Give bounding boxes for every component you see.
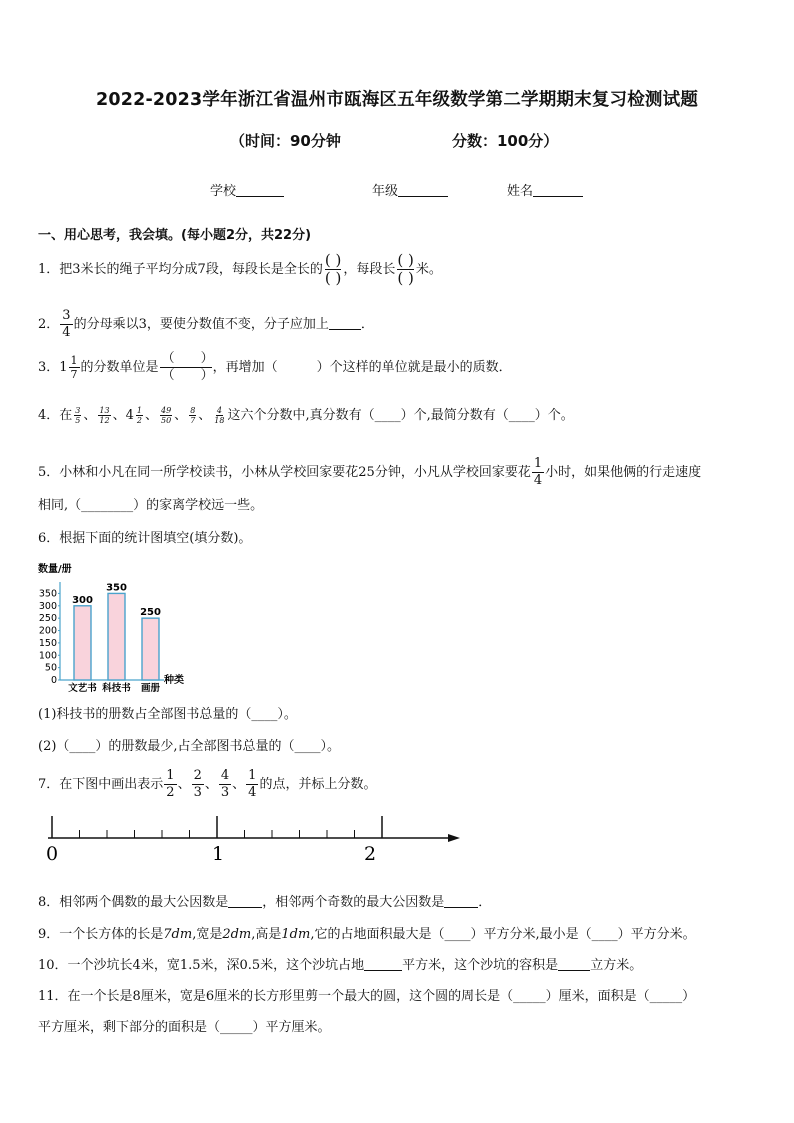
question-11: 11．在一个长是8厘米，宽是6厘米的长方形里剪一个最大的圆，这个圆的周长是（_____）厘米，面积是（_____） <box>38 989 696 1004</box>
time-label: （时间：90分钟 <box>230 132 341 150</box>
name-label: 姓名 <box>507 184 534 199</box>
answer-blank[interactable] <box>364 957 402 971</box>
category-label: 科技书 <box>102 683 131 694</box>
name-field[interactable] <box>507 180 583 199</box>
question-3: 3．1 $\frac{1}{7}$ 的分数单位是 $\frac{( )}{( )}$ ，再增加（ ）个这样的单位就是最小的质数． <box>38 351 512 383</box>
x-axis-label: 种类 <box>164 675 184 686</box>
data-label: 350 <box>106 582 127 594</box>
question-5-line-2: 相同,（________）的家离学校远一些。 <box>38 498 264 513</box>
answer-blank[interactable] <box>558 957 590 971</box>
question-6: 6．根据下面的统计图填空(填分数)。 <box>38 531 252 546</box>
y-tick-label: 350 <box>38 588 57 600</box>
question-6-part-2: (2)（____）的册数最少,占全部图书总量的（____）。 <box>38 739 341 754</box>
bar <box>74 606 91 680</box>
y-tick-label: 0 <box>50 675 57 686</box>
category-label: 画册 <box>140 683 161 694</box>
question-2: 2． $\frac{3}{4}$ 的分母乘以3，要使分数值不变，分子应加上 ． <box>38 308 374 340</box>
question-7: 7．在下图中画出表示 $\frac{1}{2}$ 、 $\frac{2}{3}$ 、 $\frac{4}{3}$ 、 $\frac{1}{4}$ 的点，并标上分数。 <box>38 768 377 800</box>
page-title: 2022-2023学年浙江省温州市瓯海区五年级数学第二学期期末复习检测试题 <box>95 90 699 110</box>
question-4: 4．在 $\frac{3}{5}$ 、 $\frac{13}{12}$ 、4 $\frac{1}{2}$ 、 $\frac{49}{50}$ 、 $\frac{8}{7}$ 、 $\frac{4}{18}$ 这六个分数中,真分数有（____）个,最简分数有（____）个。 <box>38 406 574 425</box>
answer-fraction-blank[interactable]: $\frac{( )}{( )}$ <box>161 351 214 383</box>
question-6-part-1: (1)科技书的册数占全部图书总量的（____）。 <box>38 707 297 722</box>
answer-fraction-blank[interactable]: ( ) ( ) <box>397 251 414 287</box>
y-tick-label: 200 <box>38 625 57 637</box>
grade-field[interactable] <box>372 180 448 199</box>
bar-chart <box>36 560 206 696</box>
question-10: 10．一个沙坑长4米，宽1.5米，深0.5米，这个沙坑占地 平方米，这个沙坑的容积是 立方米。 <box>38 958 643 973</box>
bar <box>108 593 125 680</box>
data-label: 300 <box>72 594 93 606</box>
score-label: 分数：100分） <box>452 132 559 150</box>
question-9: 9．一个长方体的长是7dm,宽是2dm,高是1dm,它的占地面积最大是（____）平方分米,最小是（____）平方分米。 <box>38 927 696 942</box>
y-tick-label: 300 <box>38 600 57 612</box>
y-axis-label: 数量/册 <box>38 564 72 575</box>
number-line[interactable] <box>40 812 470 868</box>
y-tick-label: 150 <box>38 637 57 649</box>
number-line-label: 2 <box>363 843 377 865</box>
answer-fraction-blank[interactable]: ( ) ( ) <box>324 251 342 287</box>
arrow-icon <box>448 834 460 842</box>
number-line-label: 0 <box>45 843 59 865</box>
question-11-line-2: 平方厘米，剩下部分的面积是（_____）平方厘米。 <box>38 1020 331 1035</box>
question-5: 5．小林和小凡在同一所学校读书，小林从学校回家要花25分钟，小凡从学校回家要花 $\frac{1}{4}$ 小时，如果他俩的行走速度 <box>38 456 702 488</box>
y-tick-label: 250 <box>38 613 57 625</box>
y-tick-label: 100 <box>38 650 57 662</box>
y-tick-label: 50 <box>44 662 57 674</box>
answer-blank[interactable] <box>444 894 478 908</box>
number-line-label: 1 <box>211 843 225 865</box>
school-field[interactable] <box>210 180 284 199</box>
school-label: 学校 <box>210 184 237 199</box>
question-8: 8．相邻两个偶数的最大公因数是 ，相邻两个奇数的最大公因数是 ． <box>38 895 492 910</box>
answer-blank[interactable] <box>329 316 361 330</box>
category-label: 文艺书 <box>68 683 97 694</box>
data-label: 250 <box>140 607 161 619</box>
grade-label: 年级 <box>372 184 399 199</box>
section-heading: 一、用心思考，我会填。(每小题2分，共22分) <box>38 228 312 243</box>
answer-blank[interactable] <box>228 894 262 908</box>
bar <box>142 618 159 680</box>
question-1: 1．把3米长的绳子平均分成7段，每段长是全长的 ( ) ( ) ，每段长 ( ) ( ) 米。 <box>38 251 442 287</box>
